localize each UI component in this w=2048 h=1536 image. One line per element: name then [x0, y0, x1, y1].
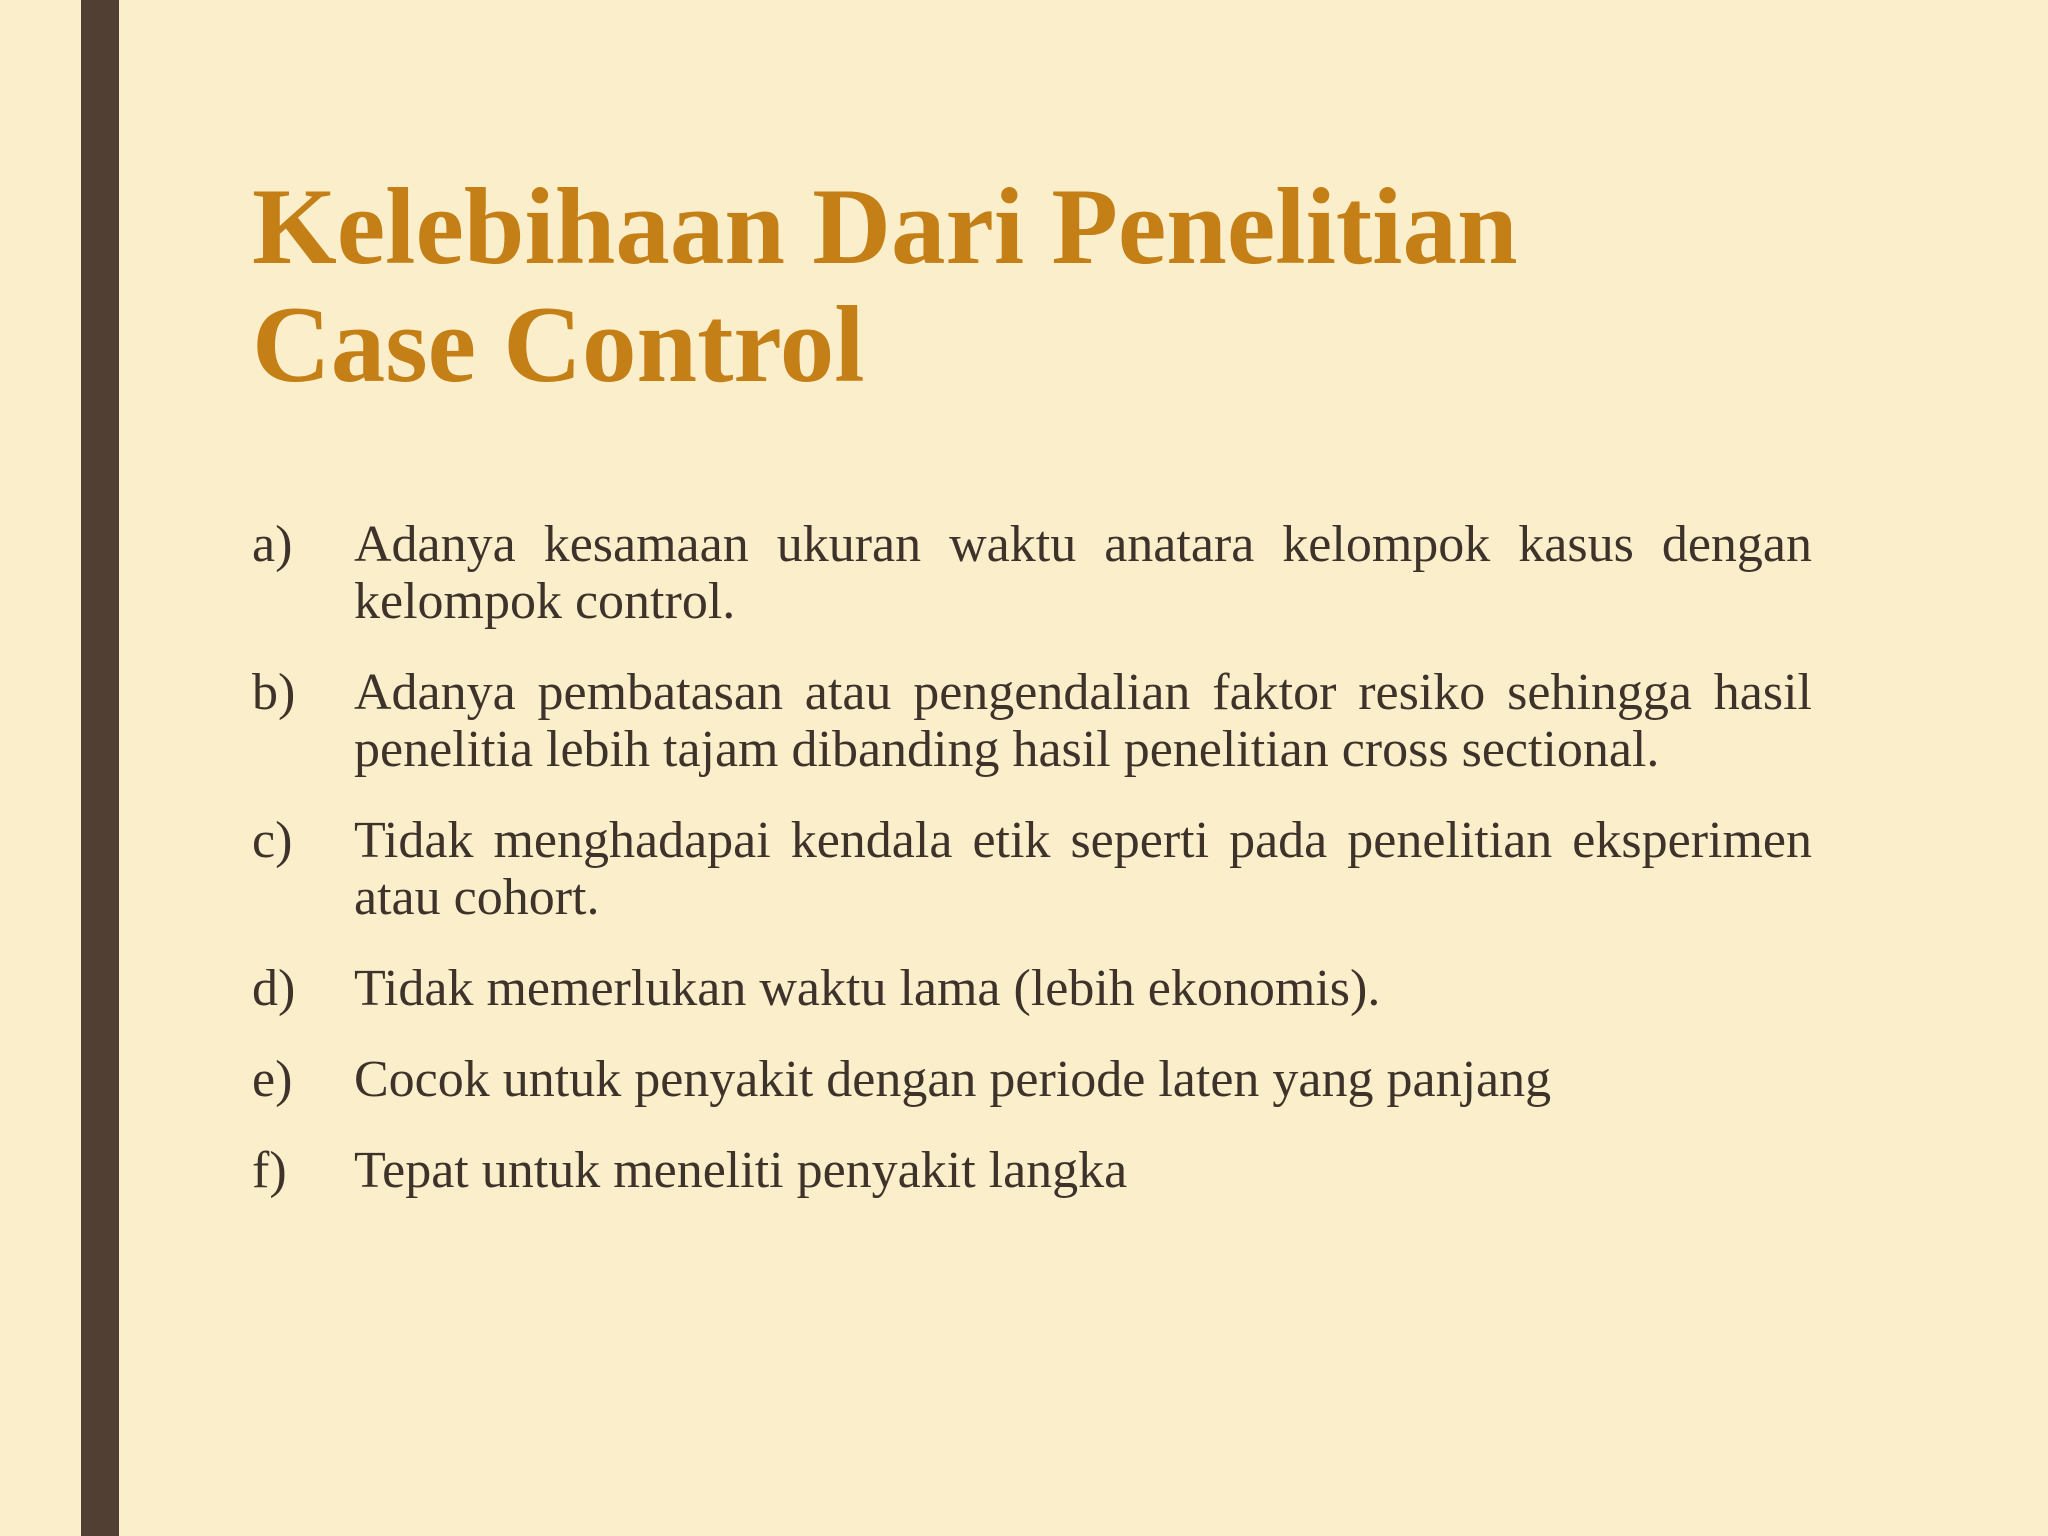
- list-marker: d): [252, 960, 296, 1017]
- list-marker: c): [252, 812, 293, 869]
- list-marker: a): [252, 516, 293, 573]
- slide-title-line-1: Kelebihaan Dari Penelitian: [252, 166, 1518, 287]
- slide-title: [252, 168, 1812, 404]
- list-item-text: Tidak menghadapai kendala etik seperti pada penelitian eksperimen atau cohort.: [354, 812, 1812, 926]
- side-accent-bar: [81, 0, 119, 1536]
- slide-title-line-2: Case Control: [252, 284, 865, 405]
- advantages-list: [252, 516, 1812, 1233]
- list-item-d: [252, 960, 1812, 1017]
- list-marker: e): [252, 1051, 293, 1108]
- list-item-text: Cocok untuk penyakit dengan periode laten yang panjang: [354, 1051, 1552, 1108]
- list-item-text: Adanya kesamaan ukuran waktu anatara kelompok kasus dengan kelompok control.: [354, 516, 1812, 630]
- list-marker: b): [252, 664, 296, 721]
- list-marker: f): [252, 1142, 287, 1199]
- list-item-f: [252, 1142, 1812, 1199]
- list-item-text: Tidak memerlukan waktu lama (lebih ekonomis).: [354, 960, 1381, 1017]
- list-item-text: Tepat untuk meneliti penyakit langka: [354, 1142, 1128, 1199]
- list-item-text: Adanya pembatasan atau pengendalian faktor resiko sehingga hasil penelitia lebih tajam dibanding hasil penelitian cross sectional.: [354, 664, 1812, 778]
- list-item-a: [252, 516, 1812, 630]
- list-item-c: [252, 812, 1812, 926]
- list-item-e: [252, 1051, 1812, 1108]
- list-item-b: [252, 664, 1812, 778]
